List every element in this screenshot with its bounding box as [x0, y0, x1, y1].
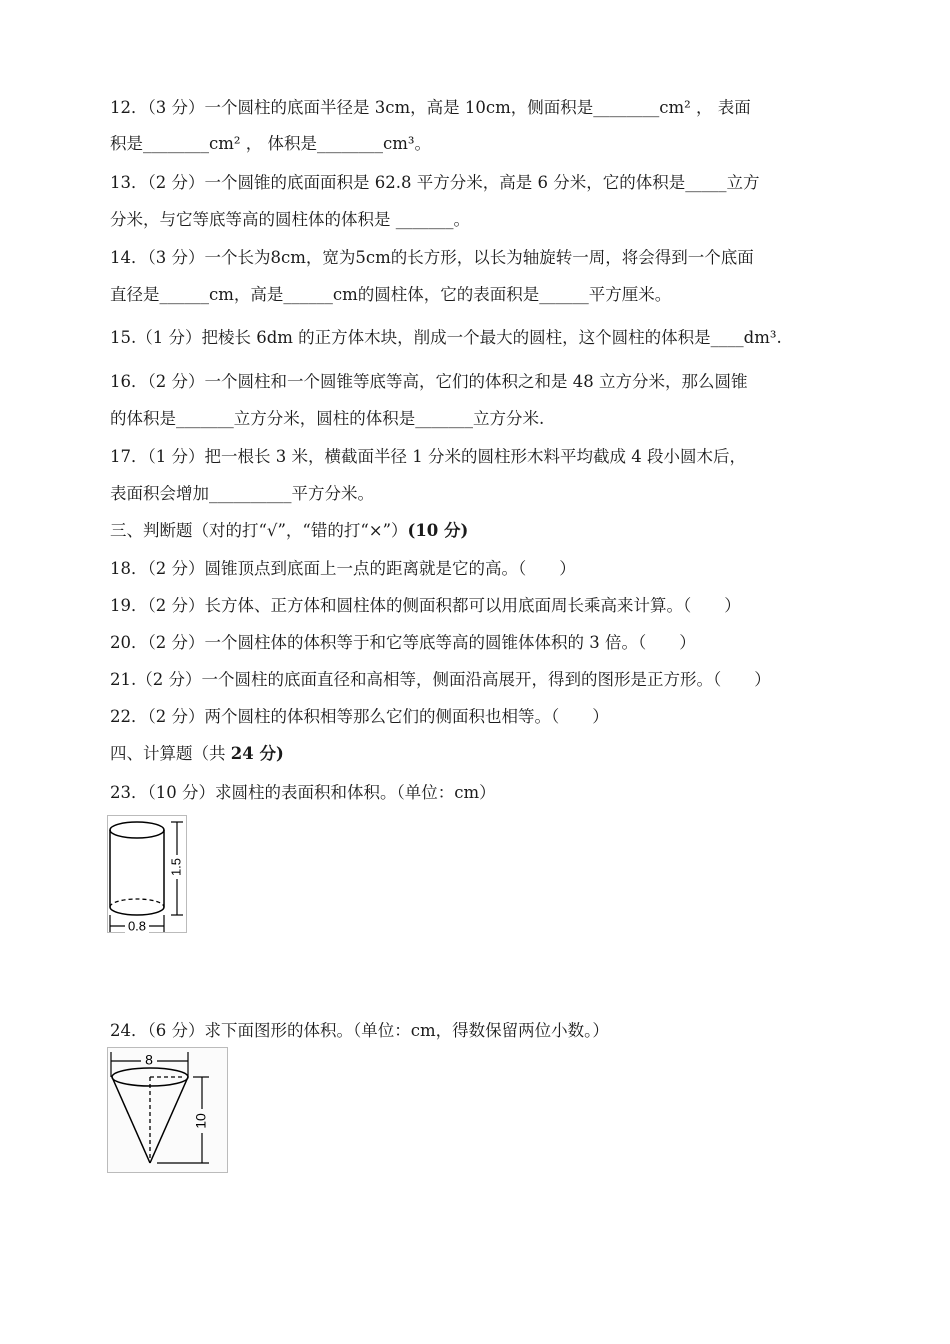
- q22: 22．（2 分）两个圆柱的体积相等那么它们的侧面积也相等。（ ）: [110, 707, 609, 726]
- q14-line1: 14．（3 分）一个长为8cm，宽为5cm的长方形，以长为轴旋转一周，将会得到一个底面: [110, 248, 754, 267]
- cylinder-height-label: 1.5: [168, 857, 184, 877]
- q16-line1: 16．（2 分）一个圆柱和一个圆锥等底等高，它们的体积之和是 48 立方分米，那么圆锥: [110, 372, 748, 391]
- cylinder-figure: [107, 815, 187, 933]
- cylinder-diameter-label: 0.8: [127, 918, 147, 933]
- q18: 18．（2 分）圆锥顶点到底面上一点的距离就是它的高。（ ）: [110, 559, 576, 578]
- section4-score: 24 分): [230, 744, 284, 763]
- q12-line2: 积是________cm² ， 体积是________cm³。: [110, 134, 431, 153]
- cone-figure: [107, 1047, 228, 1173]
- cone-diameter-label: 8: [145, 1051, 153, 1068]
- q13-line2: 分米，与它等底等高的圆柱体的体积是 _______。: [110, 210, 470, 229]
- section3-heading: [110, 520, 468, 542]
- q21: 21.（2 分）一个圆柱的底面直径和高相等，侧面沿高展开，得到的图形是正方形。（ ）: [110, 670, 771, 689]
- q17-line2: 表面积会增加__________平方分米。: [110, 484, 374, 503]
- section4-heading-text: 四、计算题（共: [110, 744, 231, 763]
- section3-score: (10 分): [407, 521, 469, 540]
- section4-heading: [110, 743, 284, 765]
- q20: 20．（2 分）一个圆柱体的体积等于和它等底等高的圆锥体体积的 3 倍。（ ）: [110, 633, 696, 652]
- q16-line2: 的体积是_______立方分米，圆柱的体积是_______立方分米.: [110, 409, 545, 428]
- section3-heading-text: 三、判断题（对的打“√”，“错的打“×”）: [110, 521, 408, 540]
- q17-line1: 17．（1 分）把一根长 3 米，横截面半径 1 分米的圆柱形木料平均截成 4 段小圆木后，: [110, 447, 746, 466]
- q12-line1: 12．（3 分）一个圆柱的底面半径是 3cm，高是 10cm，侧面积是________cm² ， 表面: [110, 98, 751, 117]
- cone-height-label: 10: [192, 1113, 209, 1129]
- q19: 19．（2 分）长方体、正方体和圆柱体的侧面积都可以用底面周长乘高来计算。（ ）: [110, 596, 741, 615]
- q13-line1: 13．（2 分）一个圆锥的底面面积是 62.8 平方分米，高是 6 分米，它的体积是_____立方: [110, 173, 760, 192]
- q24: 24．（6 分）求下面图形的体积。（单位：cm，得数保留两位小数。）: [110, 1021, 609, 1040]
- q23: 23．（10 分）求圆柱的表面积和体积。（单位：cm）: [110, 783, 496, 802]
- q15-line1: 15.（1 分）把棱长 6dm 的正方体木块，削成一个最大的圆柱，这个圆柱的体积是____dm³.: [110, 328, 782, 347]
- q14-line2: 直径是______cm，高是______cm的圆柱体，它的表面积是______平方厘米。: [110, 285, 672, 304]
